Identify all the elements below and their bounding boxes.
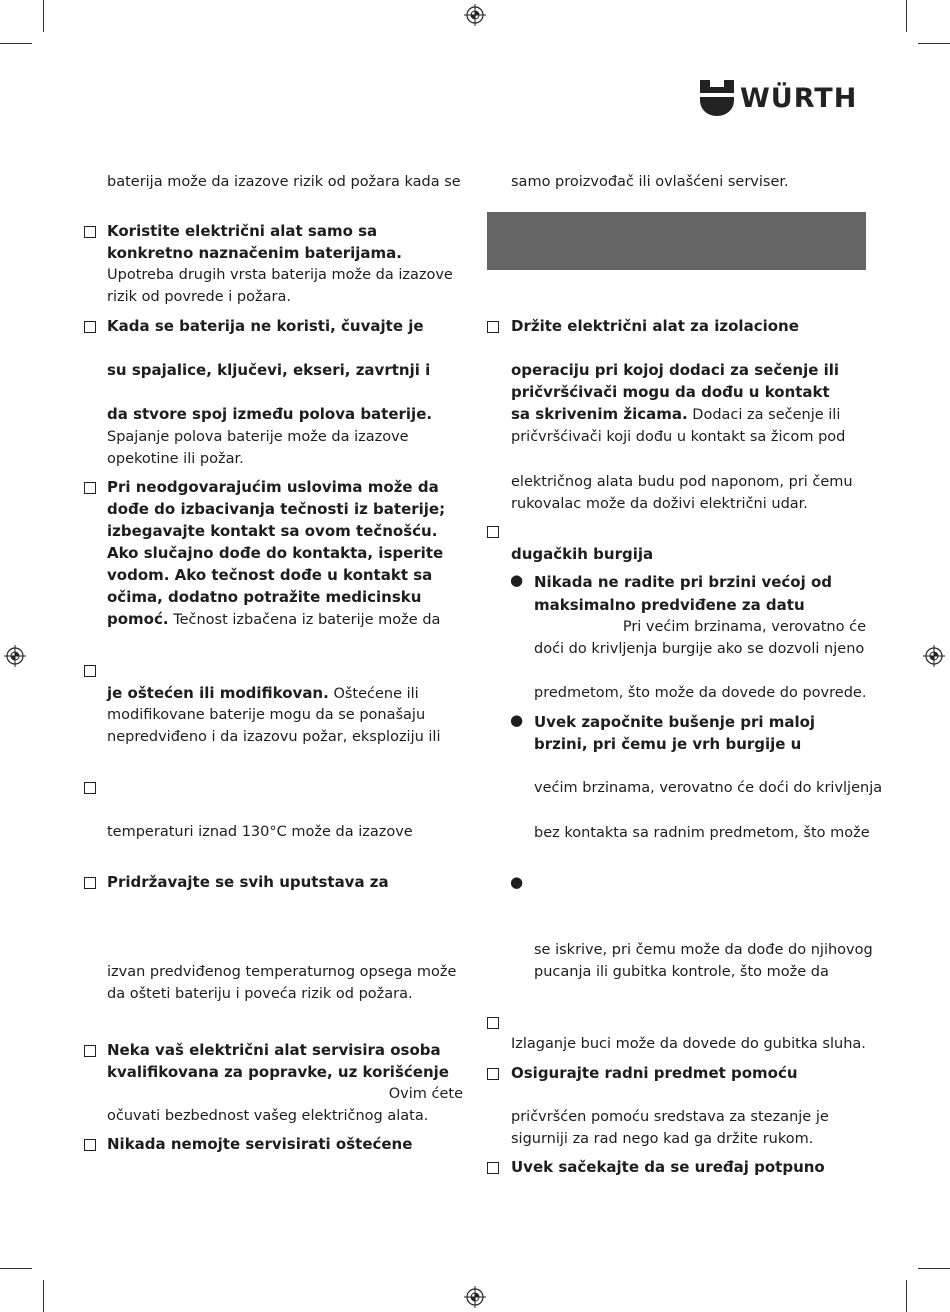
- checkbox-square-icon: [84, 782, 96, 794]
- text-line: pomoć. Tečnost izbačena iz baterije može da: [107, 610, 441, 628]
- text-line-bold: operaciju pri kojoj dodaci za sečenje ili: [511, 361, 840, 379]
- text-line: nepredviđeno i da izazovu požar, eksploziju ili: [107, 729, 441, 745]
- crop-mark-top-right-h: [918, 43, 950, 44]
- text-line: izvan predviđenog temperaturnog opsega može: [107, 964, 457, 980]
- checkbox-square-icon: [487, 1068, 499, 1080]
- text-line: pričvršćivači koji dođu u kontakt sa žicom pod: [511, 429, 846, 445]
- text-line: pričvršćen pomoću sredstava za stezanje je: [511, 1109, 829, 1125]
- text-line-bold: Nikada ne radite pri brzini većoj od: [534, 573, 833, 591]
- text-line: Ovim ćete: [388, 1086, 463, 1102]
- text-line-bold: da stvore spoj između polova baterije.: [107, 405, 433, 423]
- text-line: sa skrivenim žicama. Dodaci za sečenje ili: [511, 405, 841, 423]
- checkbox-square-icon: [84, 226, 96, 238]
- text-line-bold: brzini, pri čemu je vrh burgije u: [534, 735, 802, 753]
- text-line: Pri većim brzinama, verovatno će: [622, 619, 866, 635]
- checkbox-square-icon: [84, 1045, 96, 1057]
- text-line: predmetom, što može da dovede do povrede.: [534, 685, 867, 701]
- text-line: baterija može da izazove rizik od požara kada se: [107, 174, 461, 190]
- checkbox-square-icon: [84, 482, 96, 494]
- registration-mark-icon: [464, 1286, 486, 1308]
- text-line-bold: izbegavajte kontakt sa ovom tečnošću.: [107, 522, 438, 540]
- text-line: bez kontakta sa radnim predmetom, što može: [534, 825, 870, 841]
- text-line: Upotreba drugih vrsta baterija može da izazove: [107, 267, 453, 283]
- bullet-icon: ●: [510, 571, 524, 589]
- crop-mark-bottom-right-v: [906, 1280, 907, 1312]
- checkbox-square-icon: [84, 321, 96, 333]
- text-line: se iskrive, pri čemu može da dođe do njihovog: [534, 942, 873, 958]
- text-line: doći do krivljenja burgije ako se dozvoli njeno: [534, 641, 865, 657]
- text-line: samo proizvođač ili ovlašćeni serviser.: [511, 174, 789, 190]
- text-line-bold: su spajalice, ključevi, ekseri, zavrtnji i: [107, 361, 431, 379]
- registration-mark-icon: [464, 4, 486, 26]
- crop-mark-top-left-v: [43, 0, 44, 32]
- text-line: rukovalac može da doživi električni udar.: [511, 496, 808, 512]
- text-line: Izlaganje buci može da dovede do gubitka sluha.: [511, 1036, 866, 1052]
- checkbox-square-icon: [84, 877, 96, 889]
- text-line-bold: dugačkih burgija: [511, 545, 654, 563]
- text-line-bold: vodom. Ako tečnost dođe u kontakt sa: [107, 566, 433, 584]
- checkbox-square-icon: [487, 1162, 499, 1174]
- text-line-bold: Kada se baterija ne koristi, čuvajte je: [107, 317, 424, 335]
- text-line-bold: Pri neodgovarajućim uslovima može da: [107, 478, 439, 496]
- text-line-bold: Uvek započnite bušenje pri maloj: [534, 713, 816, 731]
- text-line-bold: Nikada nemojte servisirati oštećene: [107, 1135, 413, 1153]
- text-line: sigurniji za rad nego kad ga držite rukom.: [511, 1131, 814, 1147]
- crop-mark-top-left-h: [0, 43, 32, 44]
- crop-mark-bottom-left-v: [43, 1280, 44, 1312]
- brand-name: WÜRTH: [740, 82, 858, 114]
- bullet-icon: ●: [510, 711, 524, 729]
- text-line-bold: Neka vaš električni alat servisira osoba: [107, 1041, 441, 1059]
- text-line-bold: Držite električni alat za izolacione: [511, 317, 799, 335]
- text-line-bold: maksimalno predviđene za datu: [534, 596, 805, 614]
- text-line: da ošteti bateriju i poveća rizik od požara.: [107, 986, 413, 1002]
- text-line: očuvati bezbednost vašeg električnog alata.: [107, 1108, 429, 1124]
- text-line-bold: Ako slučajno dođe do kontakta, isperite: [107, 544, 444, 562]
- wurth-logo: [700, 80, 857, 116]
- text-line-bold: Uvek sačekajte da se uređaj potpuno: [511, 1158, 825, 1176]
- text-line: modifikovane baterije mogu da se ponašaju: [107, 707, 426, 723]
- text-line-bold: Koristite električni alat samo sa: [107, 222, 378, 240]
- crop-mark-top-right-v: [906, 0, 907, 32]
- registration-mark-icon: [923, 645, 945, 667]
- checkbox-square-icon: [84, 665, 96, 677]
- crop-mark-bottom-left-h: [0, 1268, 32, 1269]
- checkbox-square-icon: [487, 1017, 499, 1029]
- checkbox-square-icon: [487, 321, 499, 333]
- text-line-bold: Pridržavajte se svih uputstava za: [107, 873, 389, 891]
- section-heading-bar: [487, 212, 866, 270]
- checkbox-square-icon: [84, 1139, 96, 1151]
- text-line: Spajanje polova baterije može da izazove: [107, 429, 409, 445]
- text-line: rizik od povrede i požara.: [107, 289, 291, 305]
- text-line: električnog alata budu pod naponom, pri čemu: [511, 474, 853, 490]
- text-line-bold: očima, dodatno potražite medicinsku: [107, 588, 422, 606]
- text-line-bold: konkretno naznačenim baterijama.: [107, 244, 403, 262]
- wurth-emblem-icon: [700, 80, 734, 116]
- text-line: opekotine ili požar.: [107, 451, 244, 467]
- text-line-bold: Osigurajte radni predmet pomoću: [511, 1064, 798, 1082]
- crop-mark-bottom-right-h: [918, 1268, 950, 1269]
- text-line: većim brzinama, verovatno će doći do krivljenja: [534, 780, 883, 796]
- bullet-icon: ●: [510, 873, 524, 891]
- text-line-bold: kvalifikovana za popravke, uz korišćenje: [107, 1063, 449, 1081]
- text-line-bold: dođe do izbacivanja tečnosti iz baterije;: [107, 500, 446, 518]
- text-line: temperaturi iznad 130°C može da izazove: [107, 824, 413, 840]
- checkbox-square-icon: [487, 526, 499, 538]
- text-line-bold: pričvršćivači mogu da dođu u kontakt: [511, 383, 830, 401]
- registration-mark-icon: [4, 645, 26, 667]
- text-line: je oštećen ili modifikovan. Oštećene ili: [107, 684, 419, 702]
- text-line: pucanja ili gubitka kontrole, što može da: [534, 964, 829, 980]
